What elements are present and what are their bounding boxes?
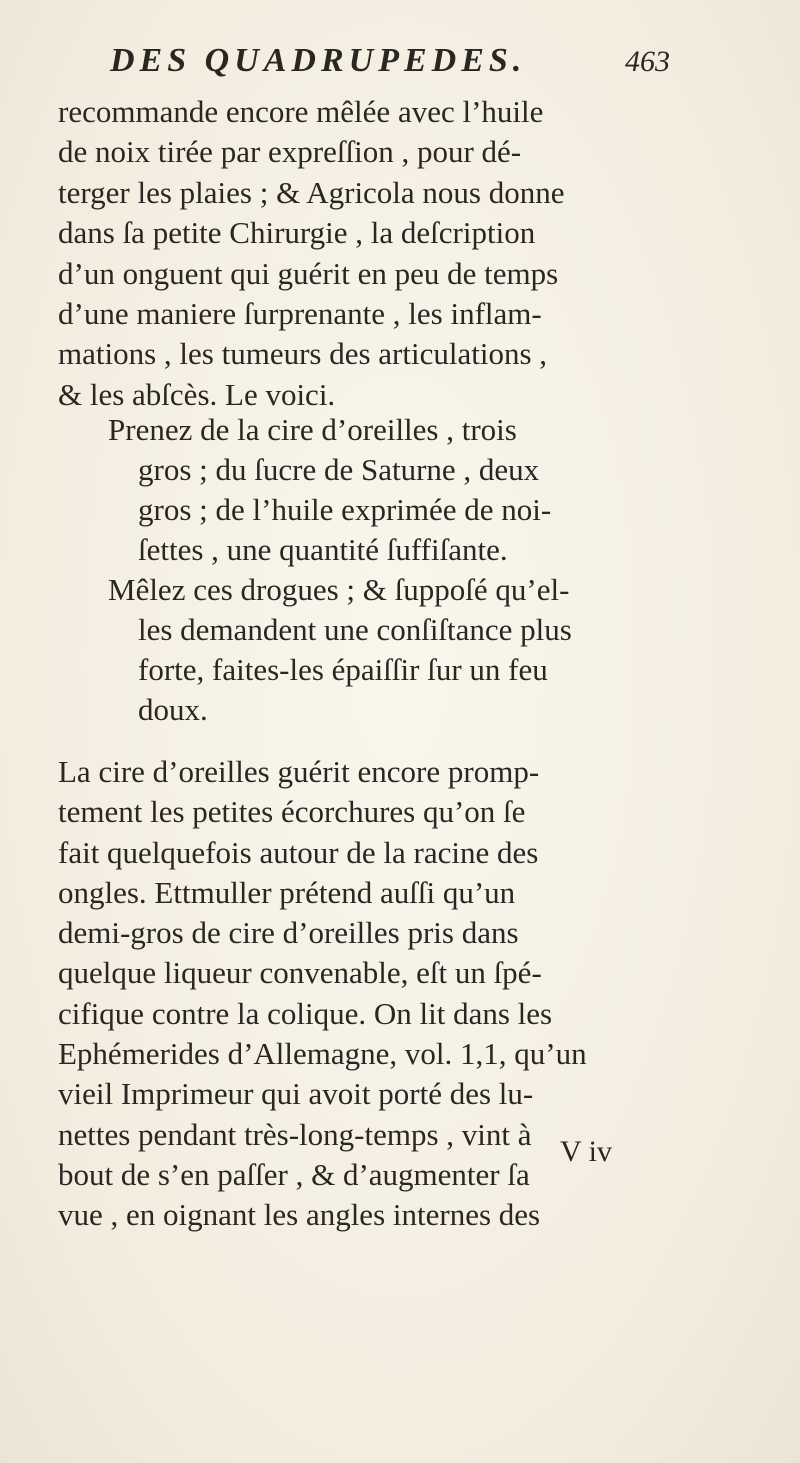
recipe-line: ſettes , une quantité ſuffiſante. [138,532,508,567]
text-line: de noix tirée par expreſſion , pour dé- [58,134,522,170]
prescription-recipe [108,410,668,730]
recipe-line: les demandent une conſiſtance plus [138,612,572,647]
text-line: La cire d’oreilles guérit encore promp- [58,754,540,789]
page-header [110,42,670,80]
text-line: terger les plaies ; & Agricola nous donne [58,174,565,210]
text-line: vue , en oignant les angles internes des [58,1197,541,1233]
text-line: bout de s’en paſſer , & d’augmenter ſa [58,1156,530,1192]
text-line: mations , les tumeurs des articulations , [58,336,548,372]
recipe-line: Mêlez ces drogues ; & ſuppoſé qu’el- [108,572,570,607]
text-line: nettes pendant très-long-temps , vint à [58,1116,532,1152]
text-line: dans ſa petite Chirurgie , la deſcription [58,215,536,251]
text-line: quelque liqueur convenable, eſt un ſpé- [58,955,542,991]
text-line: d’un onguent qui guérit en peu de temps [58,255,559,291]
text-line: Ephémerides d’Allemagne, vol. 1,1, qu’un [58,1036,587,1072]
page-number: 463 [625,45,670,78]
text-line: vieil Imprimeur qui avoit porté des lu- [58,1076,534,1112]
text-line: demi-gros de cire d’oreilles pris dans [58,915,519,951]
text-line: fait quelquefois autour de la racine des [58,834,539,870]
recipe-line: gros ; de l’huile exprimée de noi- [138,492,552,527]
text-line: recommande encore mêlée avec l’huile [58,94,544,129]
recipe-line: forte, faites-les épaiſſir ſur un feu [138,652,548,687]
recipe-line: doux. [138,692,208,727]
text-line: & les abſcès. Le voici. [58,376,336,412]
running-title: DES QUADRUPEDES. [110,42,527,79]
signature-mark: V iv [560,1135,612,1168]
text-line: ongles. Ettmuller prétend auſſi qu’un [58,874,516,910]
recipe-line: gros ; du ſucre de Saturne , deux [138,452,540,487]
text-line: cifique contre la colique. On lit dans les [58,995,553,1031]
text-line: d’une maniere ſurprenante , les inflam- [58,296,542,332]
paragraph-1 [58,92,658,415]
recipe-line: Prenez de la cire d’oreilles , trois [108,412,517,447]
text-line: tement les petites écorchures qu’on ſe [58,794,526,830]
